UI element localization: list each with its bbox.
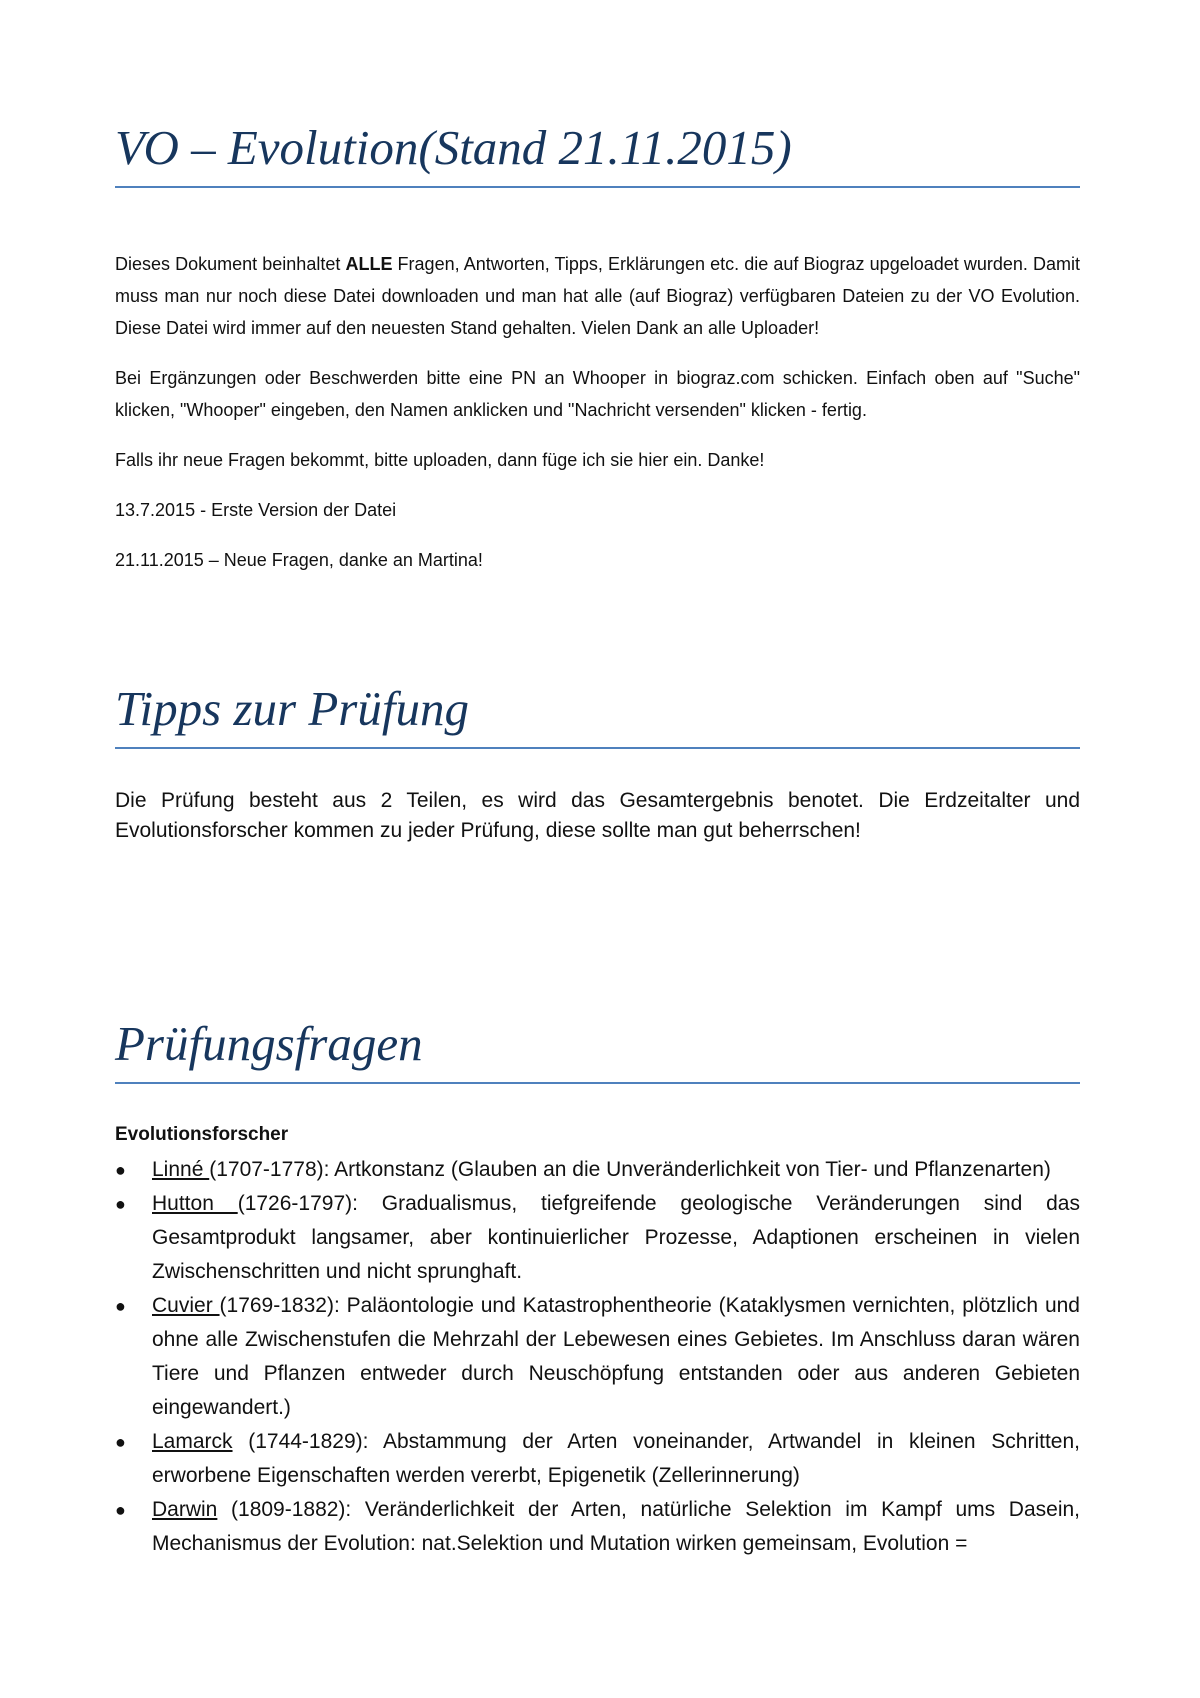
bullet-icon: ● xyxy=(115,1432,126,1452)
intro-paragraph-1 xyxy=(115,248,1080,344)
bullet-icon: ● xyxy=(115,1194,126,1214)
researcher-name: Hutton xyxy=(152,1192,238,1215)
intro-section xyxy=(115,248,1080,594)
researcher-list-container xyxy=(115,1153,1080,1593)
list-item-darwin xyxy=(115,1493,1080,1561)
list-item-cuvier xyxy=(115,1289,1080,1425)
researcher-list xyxy=(115,1153,1080,1561)
researcher-description: (1726-1797): Gradualismus, tiefgreifende geologische Veränderungen sind das Gesamtprodukt langsamer, aber kontinuierlicher Prozesse, Adaptionen erscheinen in vielen Zwischenschritten und nicht sprunghaft. xyxy=(152,1192,1080,1283)
tipps-heading: Tipps zur Prüfung xyxy=(115,679,1080,749)
bullet-icon: ● xyxy=(115,1296,126,1316)
researcher-name: Lamarck xyxy=(152,1430,233,1453)
tipps-paragraph: Die Prüfung besteht aus 2 Teilen, es wird das Gesamtergebnis benotet. Die Erdzeitalter und Evolutionsforscher kommen zu jeder Prüfung, diese sollte man gut beherrschen! xyxy=(115,789,1080,842)
researcher-description: (1707-1778): Artkonstanz (Glauben an die Unveränderlichkeit von Tier- und Pflanzenarten) xyxy=(209,1158,1051,1181)
researcher-description: (1744-1829): Abstammung der Arten voneinander, Artwandel in kleinen Schritten, erworbene Eigenschaften werden vererbt, Epigenetik (Zellerinnerung) xyxy=(152,1430,1080,1487)
intro-paragraph-2: Bei Ergänzungen oder Beschwerden bitte eine PN an Whooper in biograz.com schicken. Einfach oben auf "Suche" klicken, "Whooper" eingeben, den Namen anklicken und "Nachricht versenden" klicken - fertig. xyxy=(115,368,1080,420)
researcher-name: Cuvier xyxy=(152,1294,220,1317)
intro-paragraph-3: Falls ihr neue Fragen bekommt, bitte uploaden, dann füge ich sie hier ein. Danke! xyxy=(115,450,765,470)
list-item-linne xyxy=(115,1153,1080,1187)
document-title: VO – Evolution(Stand 21.11.2015) xyxy=(115,118,1080,188)
version-note-1: 13.7.2015 - Erste Version der Datei xyxy=(115,500,397,520)
researcher-name: Linné xyxy=(152,1158,210,1181)
list-item-hutton xyxy=(115,1187,1080,1289)
version-note-2: 21.11.2015 – Neue Fragen, danke an Martina! xyxy=(115,550,483,570)
fragen-heading: Prüfungsfragen xyxy=(115,1014,1080,1084)
bullet-icon: ● xyxy=(115,1500,126,1520)
researcher-description: (1769-1832): Paläontologie und Katastrophentheorie (Kataklysmen vernichten, plötzlich und ohne alle Zwischenstufen die Mehrzahl der Lebewesen eines Gebietes. Im Anschluss daran wären Tiere und Pflanzen entweder durch Neuschöpfung entstanden oder aus anderen Gebieten eingewandert.) xyxy=(152,1294,1080,1419)
intro-text-end: Fragen, Antworten, Tipps, Erklärungen etc. die auf Biograz upgeloadet wurden. Damit muss man nur noch diese Datei downloaden und man hat alle (auf Biograz) verfügbaren Dateien zu der VO Evolution. Diese Datei wird immer auf den neuesten Stand gehalten. Vielen Dank an alle Uploader! xyxy=(115,254,1081,338)
section-label-evolutionsforscher: Evolutionsforscher xyxy=(115,1124,289,1145)
bullet-icon: ● xyxy=(115,1160,126,1180)
researcher-description: (1809-1882): Veränderlichkeit der Arten, natürliche Selektion im Kampf ums Dasein, Mechanismus der Evolution: nat.Selektion und Mutation wirken gemeinsam, Evolution = xyxy=(152,1498,1080,1555)
list-item-lamarck xyxy=(115,1425,1080,1493)
intro-text-start: Dieses Dokument beinhaltet xyxy=(115,254,346,274)
intro-emphasis: ALLE xyxy=(345,254,393,274)
researcher-name: Darwin xyxy=(152,1498,218,1521)
